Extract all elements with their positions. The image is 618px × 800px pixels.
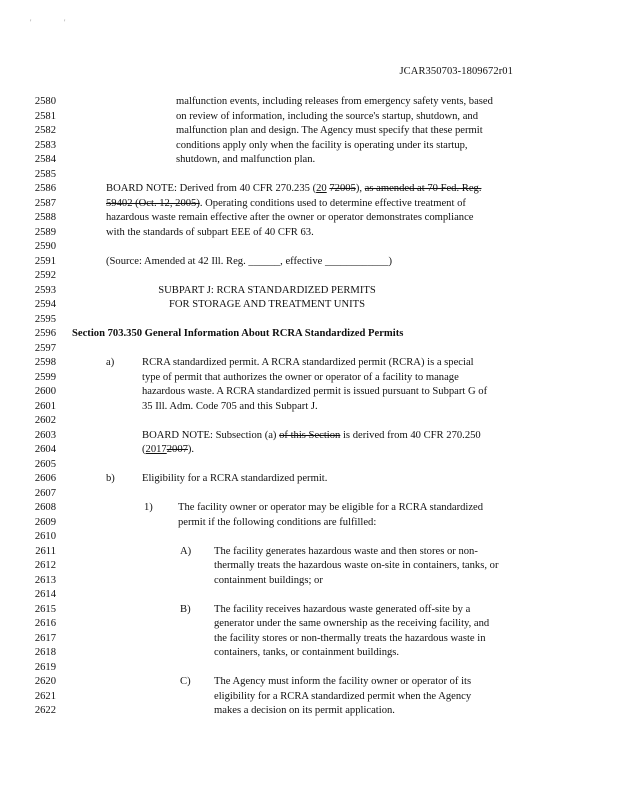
line-2621 — [24, 690, 594, 705]
line-number: 2589 — [34, 226, 56, 238]
line-2581 — [24, 110, 594, 125]
line-2597 — [24, 342, 594, 357]
line-2619 — [24, 661, 594, 676]
line-2592 — [24, 269, 594, 284]
line-number: 2609 — [34, 516, 56, 528]
line-number: 2584 — [34, 154, 56, 165]
line-text: shutdown, and malfunction plan. — [176, 154, 316, 165]
line-number: 2601 — [34, 400, 56, 412]
line-number: 2599 — [34, 371, 56, 383]
line-2616 — [24, 617, 594, 632]
line-text: malfunction plan and design. The Agency must specify that these permit — [176, 125, 483, 136]
line-2602 — [24, 414, 594, 429]
line-text: thermally treats the hazardous waste on-site in containers, tanks, or — [214, 560, 499, 571]
line-number: 2580 — [34, 96, 56, 107]
line-2611 — [24, 545, 594, 560]
line-2586 — [24, 182, 594, 197]
line-number: 2593 — [34, 284, 56, 296]
scan-mark-left: ' — [30, 18, 32, 27]
line-text: on review of information, including the source's startup, shutdown, and — [176, 110, 479, 122]
line-2588 — [24, 211, 594, 226]
line-2596 — [24, 327, 594, 342]
line-number: 2618 — [34, 647, 56, 658]
line-2595 — [24, 313, 594, 328]
line-number: 2600 — [34, 386, 56, 397]
subsection-marker: C) — [180, 676, 191, 687]
line-2580 — [24, 95, 594, 110]
line-2614 — [24, 588, 594, 603]
line-text: hazardous waste remain effective after the owner or operator demonstrates compliance — [106, 212, 474, 223]
line-number: 2586 — [34, 183, 56, 194]
line-number: 2620 — [34, 676, 56, 687]
line-text: permit if the following conditions are fulfilled: — [178, 516, 377, 528]
line-text: The Agency must inform the facility owner or operator of its — [214, 676, 472, 687]
line-2600 — [24, 385, 594, 400]
line-number: 2583 — [34, 139, 56, 151]
line-number: 2613 — [34, 574, 56, 586]
line-number: 2603 — [34, 429, 56, 441]
line-2582 — [24, 124, 594, 139]
line-number: 2587 — [34, 197, 56, 209]
subsection-marker: 1) — [144, 502, 153, 513]
line-2617 — [24, 632, 594, 647]
line-number: 2585 — [34, 168, 56, 180]
line-2622 — [24, 704, 594, 719]
line-number: 2591 — [34, 255, 56, 267]
line-text: 59402 (Oct. 12, 2005). Operating conditions used to determine effective treatment of — [106, 197, 466, 209]
subsection-marker: B) — [180, 603, 191, 615]
subpart-heading: SUBPART J: RCRA STANDARDIZED PERMITS — [158, 284, 376, 296]
subsection-marker: a) — [106, 357, 115, 368]
line-number: 2619 — [34, 661, 56, 673]
deleted-text: 2007 — [166, 444, 188, 455]
line-text: containment buildings; or — [214, 574, 323, 586]
line-2590 — [24, 240, 594, 255]
line-number: 2596 — [34, 328, 56, 339]
deleted-text: 72005 — [329, 183, 356, 194]
line-number: 2598 — [34, 357, 56, 368]
inserted-text: 20 — [316, 183, 327, 194]
line-2587 — [24, 197, 594, 212]
line-number: 2604 — [34, 444, 56, 455]
line-2583 — [24, 139, 594, 154]
line-2605 — [24, 458, 594, 473]
line-number: 2616 — [34, 618, 56, 629]
line-2593 — [24, 284, 594, 299]
line-text: with the standards of subpart EEE of 40 CFR 63. — [106, 226, 314, 238]
line-number: 2592 — [34, 270, 56, 281]
line-2613 — [24, 574, 594, 589]
line-2615 — [24, 603, 594, 618]
line-2584 — [24, 153, 594, 168]
line-2618 — [24, 646, 594, 661]
line-2608 — [24, 501, 594, 516]
line-number: 2606 — [34, 473, 56, 484]
scan-mark-right: ' — [64, 18, 66, 27]
line-text: hazardous waste. A RCRA standardized permit is issued pursuant to Subpart G of — [142, 386, 488, 397]
line-2589 — [24, 226, 594, 241]
line-number: 2617 — [34, 632, 56, 644]
line-text: containers, tanks, or containment buildings. — [214, 647, 400, 658]
line-number: 2581 — [34, 110, 56, 122]
line-2601 — [24, 400, 594, 415]
deleted-text: 59402 (Oct. 12, 2005) — [106, 197, 200, 209]
deleted-text: as amended at 70 Fed. Reg. — [364, 183, 482, 194]
subsection-marker: b) — [106, 473, 115, 484]
line-2620 — [24, 675, 594, 690]
line-number: 2594 — [34, 299, 56, 310]
line-text: The facility owner or operator may be eligible for a RCRA standardized — [178, 502, 484, 513]
line-2594 — [24, 298, 594, 313]
line-2606 — [24, 472, 594, 487]
line-text: conditions apply only when the facility is operating under its startup, — [176, 139, 468, 151]
line-number: 2597 — [34, 342, 56, 354]
line-number: 2590 — [34, 241, 56, 252]
line-2607 — [24, 487, 594, 502]
board-note-text: BOARD NOTE: Subsection (a) of this Section is derived from 40 CFR 270.250 — [142, 429, 481, 441]
line-number: 2611 — [35, 545, 56, 557]
line-number: 2588 — [34, 212, 56, 223]
line-number: 2622 — [34, 705, 56, 716]
line-number: 2582 — [34, 125, 56, 136]
line-text: type of permit that authorizes the owner or operator of a facility to manage — [142, 371, 459, 383]
line-2612 — [24, 559, 594, 574]
line-2591 — [24, 255, 594, 270]
line-text: makes a decision on its permit application. — [214, 705, 395, 716]
line-text: generator under the same ownership as the receiving facility, and — [214, 618, 490, 629]
line-number: 2595 — [34, 313, 56, 325]
line-text: eligibility for a RCRA standardized permit when the Agency — [214, 690, 472, 702]
line-2599 — [24, 371, 594, 386]
line-number: 2621 — [34, 690, 56, 702]
subpart-heading: FOR STORAGE AND TREATMENT UNITS — [168, 299, 365, 310]
subsection-marker: A) — [180, 545, 192, 557]
line-text: 35 Ill. Adm. Code 705 and this Subpart J. — [142, 400, 318, 412]
line-text: RCRA standardized permit. A RCRA standardized permit (RCRA) is a special — [142, 357, 474, 368]
line-text: the facility stores or non-thermally treats the hazardous waste in — [214, 632, 486, 644]
line-number: 2608 — [34, 502, 56, 513]
line-2585 — [24, 168, 594, 183]
line-text: Eligibility for a RCRA standardized permit. — [142, 473, 328, 484]
line-2604 — [24, 443, 594, 458]
line-number: 2607 — [34, 487, 56, 499]
line-2603 — [24, 429, 594, 444]
line-number: 2610 — [34, 531, 56, 542]
line-2609 — [24, 516, 594, 531]
line-2598 — [24, 356, 594, 371]
deleted-text: of this Section — [279, 429, 341, 441]
source-note: (Source: Amended at 42 Ill. Reg. ______, effective ____________) — [106, 255, 393, 267]
line-text: (20172007). — [142, 444, 195, 455]
line-number: 2602 — [34, 415, 56, 426]
line-text: The facility generates hazardous waste and then stores or non- — [214, 545, 478, 557]
line-number: 2615 — [34, 603, 56, 615]
inserted-text: 2017 — [145, 444, 167, 455]
line-number: 2605 — [34, 458, 56, 470]
document-id-header: JCAR350703-1809672r01 — [399, 66, 513, 77]
document-body — [24, 95, 594, 719]
section-heading: Section 703.350 General Information About RCRA Standardized Permits — [72, 328, 404, 339]
line-2610 — [24, 530, 594, 545]
board-note-text: BOARD NOTE: Derived from 40 CFR 270.235 (20 72005), as amended at 70 Fed. Reg. — [106, 183, 482, 194]
line-number: 2612 — [34, 560, 56, 571]
line-text: malfunction events, including releases from emergency safety vents, based — [176, 96, 493, 107]
line-number: 2614 — [34, 589, 56, 600]
line-text: The facility receives hazardous waste generated off-site by a — [214, 603, 471, 615]
